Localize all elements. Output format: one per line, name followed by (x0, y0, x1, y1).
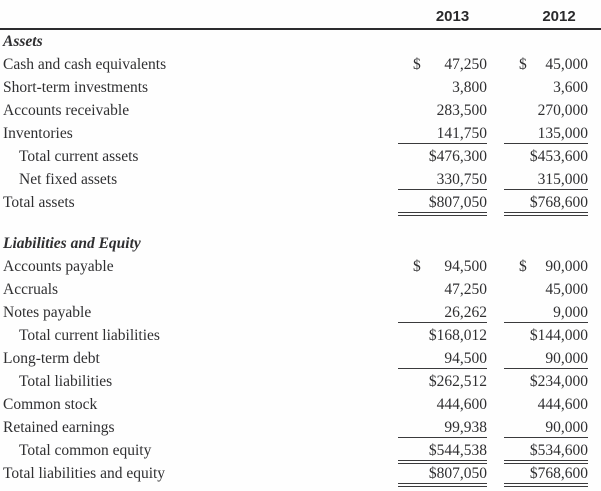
row-label: Total liabilities (19, 373, 113, 390)
column-header-row (0, 6, 601, 28)
cell-2012 (504, 100, 588, 121)
cell-2012 (504, 256, 588, 277)
value-2012: 45,000 (545, 281, 588, 298)
value-2013: 444,600 (436, 396, 487, 413)
cell-2013 (398, 417, 487, 438)
header-spacer (0, 27, 398, 28)
cell-2013 (398, 371, 487, 392)
value-2013: $476,300 (428, 148, 487, 165)
cell-2012 (504, 279, 588, 300)
value-2012: 444,600 (537, 396, 588, 413)
row-accounts-payable (0, 255, 601, 278)
cell-2013 (398, 192, 487, 213)
row-total-liabilities-and-equity (0, 462, 601, 485)
value-2012: $534,600 (529, 442, 588, 459)
cell-2013 (398, 54, 487, 75)
row-label: Total current assets (19, 148, 139, 165)
cell-2013 (398, 302, 487, 323)
row-net-fixed-assets (0, 168, 601, 191)
value-2012: 270,000 (537, 102, 588, 119)
cell-2013 (398, 169, 487, 190)
value-2013: 330,750 (436, 171, 487, 188)
value-2013: 141,750 (436, 125, 487, 142)
row-label: Retained earnings (3, 419, 115, 436)
value-2013: 94,500 (444, 350, 487, 367)
row-label: Total current liabilities (19, 327, 160, 344)
row-notes-payable (0, 301, 601, 324)
cell-2012 (504, 348, 588, 369)
row-label: Cash and cash equivalents (3, 56, 167, 73)
value-2012: $234,000 (529, 373, 588, 390)
value-2013: $262,512 (428, 373, 487, 390)
row-total-common-equity (0, 439, 601, 462)
value-2013: 26,262 (444, 304, 487, 321)
row-total-current-liabilities (0, 324, 601, 347)
row-short-term-investments (0, 76, 601, 99)
row-label: Long-term debt (3, 350, 100, 367)
cell-2012 (504, 146, 588, 167)
value-2013: 99,938 (444, 419, 487, 436)
cell-2012 (504, 463, 588, 484)
row-cash-and-cash-equivalents (0, 53, 601, 76)
cell-2012 (504, 54, 588, 75)
dollar-sign: $ (519, 56, 527, 73)
column-header-2013: 2013 (435, 8, 470, 25)
section-gap (0, 214, 601, 232)
row-label: Total common equity (19, 442, 152, 459)
row-total-assets (0, 191, 601, 214)
row-label: Accounts receivable (3, 102, 130, 119)
value-2013: $544,538 (428, 442, 487, 459)
dollar-sign: $ (413, 258, 421, 275)
row-common-stock (0, 393, 601, 416)
row-label: Inventories (3, 125, 73, 142)
cell-2012 (504, 394, 588, 415)
dollar-sign: $ (519, 258, 527, 275)
cell-2012 (504, 417, 588, 438)
cell-2013 (398, 256, 487, 277)
column-header-2012: 2012 (542, 8, 576, 25)
value-2012: $768,600 (529, 194, 588, 211)
row-label: Total liabilities and equity (3, 465, 166, 482)
value-2013: $807,050 (428, 465, 487, 482)
row-label: Net fixed assets (19, 171, 118, 188)
row-label: Notes payable (3, 304, 92, 321)
dollar-sign: $ (413, 56, 421, 73)
value-2013: 283,500 (436, 102, 487, 119)
value-2013: $168,012 (428, 327, 487, 344)
row-label: Accounts payable (3, 258, 114, 275)
row-total-liabilities (0, 370, 601, 393)
section-header-liabilities-and-equity (0, 232, 601, 255)
row-accruals (0, 278, 601, 301)
value-2013: 3,800 (452, 79, 487, 96)
cell-2013 (398, 440, 487, 461)
value-2012: $768,600 (529, 465, 588, 482)
row-label: Common stock (3, 396, 98, 413)
value-2012: $144,000 (529, 327, 588, 344)
row-label: Accruals (3, 281, 59, 298)
value-2012: 90,000 (545, 350, 588, 367)
cell-2012 (504, 325, 588, 346)
cell-2012 (504, 123, 588, 144)
value-2013: 94,500 (444, 258, 487, 275)
value-2012: 315,000 (537, 171, 588, 188)
row-long-term-debt (0, 347, 601, 370)
cell-2012 (504, 169, 588, 190)
row-label: Short-term investments (3, 79, 149, 96)
value-2012: 90,000 (545, 258, 588, 275)
value-2012: 3,600 (553, 79, 588, 96)
value-2013: 47,250 (444, 281, 487, 298)
section-heading-label: Assets (3, 33, 43, 50)
value-2012: $453,600 (529, 148, 588, 165)
cell-2013 (398, 77, 487, 98)
value-2012: 45,000 (545, 56, 588, 73)
cell-2012 (504, 302, 588, 323)
cell-2013 (398, 463, 487, 484)
section-heading-label: Liabilities and Equity (3, 235, 141, 252)
value-2012: 135,000 (537, 125, 588, 142)
cell-2013 (398, 146, 487, 167)
cell-2013 (398, 123, 487, 144)
cell-2012 (504, 192, 588, 213)
cell-2013 (398, 394, 487, 415)
cell-2013 (398, 100, 487, 121)
row-retained-earnings (0, 416, 601, 439)
cell-2013 (398, 348, 487, 369)
value-2013: $807,050 (428, 194, 487, 211)
value-2013: 47,250 (444, 56, 487, 73)
row-label: Total assets (3, 194, 75, 211)
value-2012: 90,000 (545, 419, 588, 436)
cell-2012 (504, 77, 588, 98)
section-header-assets (0, 30, 601, 53)
row-total-current-assets (0, 145, 601, 168)
row-accounts-receivable (0, 99, 601, 122)
cell-2013 (398, 279, 487, 300)
cell-2012 (504, 371, 588, 392)
cell-2012 (504, 440, 588, 461)
row-inventories (0, 122, 601, 145)
cell-2013 (398, 325, 487, 346)
value-2012: 9,000 (553, 304, 588, 321)
